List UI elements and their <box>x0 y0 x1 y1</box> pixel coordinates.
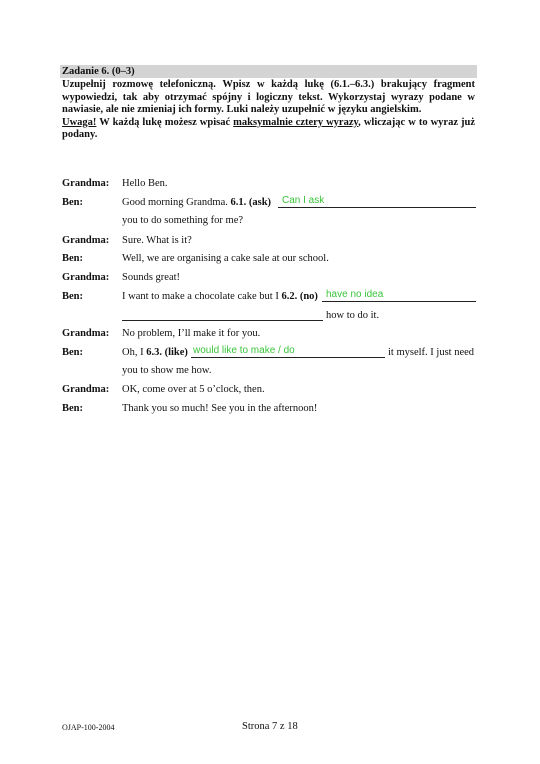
dialogue-line-after-gap: it myself. I just need <box>388 347 475 358</box>
note-text-2: , wliczając w to wyraz już podany. <box>62 116 476 140</box>
gap-label-6-3: 6.3. (like) <box>146 347 188 358</box>
answer-blank-6-3[interactable] <box>191 357 385 358</box>
speaker-label: Ben: <box>62 197 83 208</box>
answer-blank-6-2-part-1[interactable] <box>322 301 476 302</box>
dialogue-line <box>122 290 318 303</box>
note-text-1: W każdą lukę możesz wpisać <box>96 116 234 128</box>
dialogue-line: Sounds great! <box>122 272 181 283</box>
text-before-gap: Good morning Grandma. <box>122 197 231 208</box>
note-emphasis: maksymalnie cztery wyrazy <box>233 116 359 128</box>
speaker-label: Ben: <box>62 291 83 302</box>
dialogue-line: Sure. What is it? <box>122 235 192 246</box>
speaker-label: Grandma: <box>62 272 110 283</box>
answer-blank-6-2-part-2[interactable] <box>122 320 323 321</box>
instruction-text: Uzupełnij rozmowę telefoniczną. Wpisz w każdą lukę (6.1.–6.3.) brakujący fragment wypowiedzi, tak aby otrzymać spójny i logiczny tekst. Wykorzystaj wyrazy podane w nawiasie, ale nie zmieniaj ich formy. Luki należy uzupełnić w języku angielskim. <box>62 79 475 115</box>
page-number: Strona 7 z 18 <box>242 721 298 732</box>
instruction-note <box>62 117 475 142</box>
speaker-label: Ben: <box>62 253 83 264</box>
dialogue-line <box>122 196 271 209</box>
gap-label-6-2: 6.2. (no) <box>281 291 318 302</box>
dialogue-line-continued: you to show me how. <box>122 365 212 376</box>
speaker-label: Grandma: <box>62 235 110 246</box>
dialogue-line: Hello Ben. <box>122 178 168 189</box>
speaker-label: Ben: <box>62 403 83 414</box>
exam-code: OJAP-100-2004 <box>62 723 115 732</box>
dialogue-line: No problem, I’ll make it for you. <box>122 328 261 339</box>
speaker-label: Ben: <box>62 347 83 358</box>
task-header: Zadanie 6. (0–3) <box>60 65 477 78</box>
dialogue-line: Thank you so much! See you in the afternoon! <box>122 403 318 414</box>
dialogue-line: Well, we are organising a cake sale at our school. <box>122 253 329 264</box>
text-before-gap: I want to make a chocolate cake but I <box>122 291 282 302</box>
speaker-label: Grandma: <box>62 178 110 189</box>
speaker-label: Grandma: <box>62 328 110 339</box>
dialogue-line-continued: how to do it. <box>326 310 380 321</box>
speaker-label: Grandma: <box>62 384 110 395</box>
dialogue-line-continued: you to do something for me? <box>122 215 244 226</box>
gap-label-6-1: 6.1. (ask) <box>230 197 272 208</box>
text-before-gap: Oh, I <box>122 347 147 358</box>
answer-6-3: would like to make / do <box>193 345 295 356</box>
dialogue-line <box>122 346 188 359</box>
answer-6-2: have no idea <box>326 289 384 300</box>
dialogue-line: OK, come over at 5 o’clock, then. <box>122 384 265 395</box>
task-instructions <box>62 79 475 142</box>
note-label: Uwaga! <box>62 116 97 128</box>
answer-6-1: Can I ask <box>282 195 325 206</box>
answer-blank-6-1[interactable] <box>278 207 476 208</box>
